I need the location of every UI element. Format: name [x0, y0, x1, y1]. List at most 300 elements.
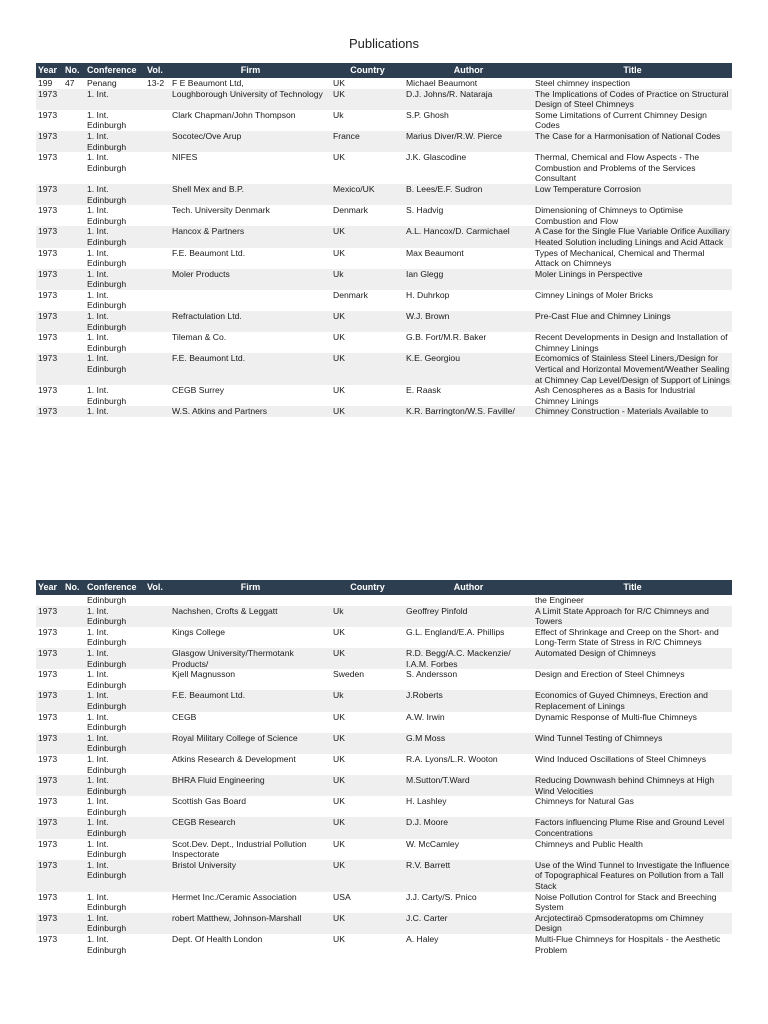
column-header-title: Title — [533, 63, 732, 78]
cell-vol — [145, 934, 170, 955]
table-row — [36, 152, 732, 184]
cell-year: 1973 — [38, 669, 58, 680]
cell-vol — [145, 226, 170, 247]
cell-firm: Socotec/Ove Arup — [170, 131, 331, 152]
cell-author: J.Roberts — [404, 690, 533, 711]
cell-author: R.A. Lyons/L.R. Wooton — [406, 753, 498, 764]
cell-no — [63, 89, 85, 110]
cell-author: R.V. Barrett — [404, 860, 533, 892]
table-row — [36, 733, 732, 754]
cell-author: H. Duhrkop — [406, 289, 450, 300]
cell-title: Design and Erection of Steel Chimneys — [535, 669, 685, 680]
cell-vol — [145, 353, 170, 385]
cell-firm: Kings College — [172, 626, 226, 637]
cell-author: Max Beaumont — [406, 247, 464, 258]
cell-country: Uk — [333, 109, 344, 120]
cell-conference: Edinburgh — [87, 595, 127, 605]
cell-author: K.E. Georgiou — [404, 353, 533, 385]
cell-vol — [145, 817, 170, 838]
cell-country: UK — [333, 385, 345, 396]
cell-firm: Clark Chapman/John Thompson — [172, 109, 296, 120]
column-header-conference: Conference — [85, 580, 145, 595]
cell-conference: 1. Int. Edinburgh — [87, 669, 127, 690]
column-header-country: Country — [331, 580, 404, 595]
table-row — [36, 934, 732, 955]
cell-author: Michael Beaumont — [406, 78, 478, 88]
cell-vol — [145, 152, 170, 184]
cell-no — [63, 110, 85, 131]
cell-country: UK — [333, 838, 345, 849]
cell-year: 1973 — [38, 332, 58, 343]
table-row — [36, 226, 732, 247]
cell-country: Sweden — [333, 669, 365, 680]
cell-firm: CEGB Surrey — [172, 385, 225, 396]
table-row — [36, 332, 732, 353]
cell-country: UK — [331, 648, 404, 669]
cell-no — [63, 332, 85, 353]
cell-year: 1973 — [36, 269, 63, 290]
table-row — [36, 627, 732, 648]
cell-author: Marius Diver/R.W. Pierce — [404, 131, 533, 152]
cell-conference: 1. Int. Edinburgh — [85, 690, 145, 711]
cell-firm: F.E. Beaumont Ltd. — [170, 690, 331, 711]
cell-country: UK — [331, 353, 404, 385]
cell-year: 1973 — [38, 934, 58, 944]
table-row — [36, 78, 732, 89]
cell-author: A.L. Hancox/D. Carmichael — [404, 226, 533, 247]
table-row — [36, 817, 732, 838]
table-header-row — [36, 580, 732, 595]
cell-year: 1973 — [36, 311, 63, 332]
cell-vol — [145, 184, 170, 205]
cell-country: UK — [331, 406, 404, 417]
cell-author: J.C. Carter — [404, 913, 533, 934]
table-header-row — [36, 63, 732, 78]
cell-conference: 1. Int. Edinburgh — [87, 247, 127, 269]
cell-no — [63, 775, 85, 796]
cell-conference: 1. Int. Edinburgh — [87, 332, 127, 353]
column-header-vol: Vol. — [145, 580, 170, 595]
cell-author: D.J. Johns/R. Nataraja — [404, 89, 533, 110]
cell-vol — [145, 89, 170, 110]
cell-no — [63, 595, 85, 606]
column-header-year: Year — [36, 580, 63, 595]
cell-firm: Refractulation Ltd. — [170, 311, 331, 332]
cell-no — [63, 290, 85, 311]
cell-title: Chimney Construction - Materials Available to — [533, 406, 732, 417]
cell-no — [63, 934, 85, 955]
cell-vol — [145, 406, 170, 417]
cell-vol — [145, 131, 170, 152]
cell-country: UK — [333, 934, 345, 944]
cell-conference: 1. Int. Edinburgh — [85, 913, 145, 934]
cell-year: 1973 — [38, 711, 58, 722]
table-row — [36, 131, 732, 152]
cell-vol — [145, 110, 170, 131]
cell-firm — [170, 290, 331, 311]
cell-title: Cimney Linings of Moler Bricks — [535, 289, 653, 300]
cell-conference: 1. Int. Edinburgh — [87, 152, 127, 173]
cell-author: S.P. Ghosh — [406, 109, 449, 120]
cell-author: G.M Moss — [404, 733, 533, 754]
cell-conference: 1. Int. — [85, 406, 145, 417]
cell-year: 1973 — [36, 648, 63, 669]
cell-conference: 1. Int. Edinburgh — [87, 753, 127, 775]
cell-country: UK — [333, 332, 345, 343]
cell-firm: F.E. Beaumont Ltd. — [170, 353, 331, 385]
cell-year: 1973 — [38, 796, 58, 807]
cell-year: 1973 — [38, 109, 58, 120]
cell-firm: Hancox & Partners — [170, 226, 331, 247]
cell-conference: 1. Int. — [85, 89, 145, 110]
cell-country: UK — [333, 796, 345, 807]
cell-country: UK — [331, 913, 404, 934]
cell-country: Uk — [331, 606, 404, 627]
cell-conference: 1. Int. Edinburgh — [85, 131, 145, 152]
cell-conference: 1. Int. Edinburgh — [87, 289, 127, 311]
cell-vol — [145, 627, 170, 648]
cell-author: S. Hadvig — [406, 205, 444, 216]
cell-author: B. Lees/E.F. Sudron — [404, 184, 533, 205]
column-header-author: Author — [404, 580, 533, 595]
cell-no — [63, 205, 85, 226]
cell-year — [36, 595, 63, 606]
cell-year: 1973 — [36, 226, 63, 247]
cell-year: 1973 — [38, 753, 58, 764]
cell-country: UK — [331, 817, 404, 838]
table-row — [36, 311, 732, 332]
cell-no — [63, 226, 85, 247]
cell-country: UK — [331, 89, 404, 110]
cell-firm: F.E. Beaumont Ltd. — [172, 247, 246, 258]
cell-year: 1973 — [38, 626, 58, 637]
table-body-1 — [36, 78, 732, 417]
cell-title: A Limit State Approach for R/C Chimneys and Towers — [533, 606, 732, 627]
cell-vol — [145, 669, 170, 690]
cell-year: 1973 — [36, 353, 63, 385]
cell-title: Pre-Cast Flue and Chimney Linings — [533, 311, 732, 332]
column-header-country: Country — [331, 63, 404, 78]
cell-firm: Nachshen, Crofts & Leggatt — [170, 606, 331, 627]
cell-country: Denmark — [333, 205, 368, 216]
cell-author: R.D. Begg/A.C. Mackenzie/ I.A.M. Forbes — [404, 648, 533, 669]
cell-firm — [170, 595, 331, 606]
column-header-author: Author — [404, 63, 533, 78]
cell-conference: 1. Int. Edinburgh — [87, 711, 127, 733]
cell-year: 1973 — [36, 690, 63, 711]
cell-title: Dynamic Response of Multi-flue Chimneys — [535, 711, 697, 722]
cell-year: 1973 — [38, 152, 58, 163]
cell-author: J.J. Carty/S. Pnico — [406, 891, 477, 902]
table-row — [36, 606, 732, 627]
cell-vol — [145, 860, 170, 892]
cell-conference: 1. Int. Edinburgh — [85, 226, 145, 247]
cell-author: W.J. Brown — [404, 311, 533, 332]
cell-firm: Scottish Gas Board — [172, 796, 247, 807]
column-header-firm: Firm — [170, 63, 331, 78]
table-row — [36, 248, 732, 269]
cell-author: A. Haley — [406, 934, 439, 944]
cell-vol — [145, 892, 170, 913]
cell-country: UK — [331, 733, 404, 754]
table-row — [36, 839, 732, 860]
table-row — [36, 690, 732, 711]
cell-year: 1973 — [36, 913, 63, 934]
cell-country: USA — [333, 891, 351, 902]
cell-conference: 1. Int. Edinburgh — [85, 648, 145, 669]
cell-vol: 13-2 — [147, 78, 165, 88]
column-header-no: No. — [63, 580, 85, 595]
cell-author: M.Sutton/T.Ward — [404, 775, 533, 796]
cell-vol — [145, 690, 170, 711]
cell-vol — [145, 913, 170, 934]
cell-vol — [145, 332, 170, 353]
cell-vol — [145, 606, 170, 627]
column-header-firm: Firm — [170, 580, 331, 595]
cell-title: Steel chimney inspection — [535, 78, 631, 88]
cell-firm: F E Beaumont Ltd, — [172, 78, 244, 88]
cell-title: The Case for a Harmonisation of National Codes — [533, 131, 732, 152]
cell-conference: 1. Int. Edinburgh — [85, 184, 145, 205]
cell-country: UK — [333, 152, 345, 163]
cell-conference: 1. Int. Edinburgh — [85, 860, 145, 892]
table-row — [36, 913, 732, 934]
table-row — [36, 385, 732, 406]
cell-title: Ash Cenospheres as a Basis for Industrial Chimney Linings — [535, 385, 696, 406]
cell-no — [63, 754, 85, 775]
cell-author: D.J. Moore — [404, 817, 533, 838]
cell-firm: Glasgow University/Thermotank Products/ — [170, 648, 331, 669]
cell-firm: Shell Mex and B.P. — [170, 184, 331, 205]
cell-no — [63, 892, 85, 913]
publications-table-2 — [36, 580, 732, 955]
cell-no — [63, 648, 85, 669]
cell-title: Reducing Downwash behind Chimneys at High Wind Velocities — [533, 775, 732, 796]
cell-conference: 1. Int. Edinburgh — [85, 269, 145, 290]
cell-no — [63, 690, 85, 711]
cell-vol — [145, 595, 170, 606]
cell-conference: 1. Int. Edinburgh — [85, 775, 145, 796]
cell-author: G.L. England/E.A. Phillips — [406, 626, 505, 637]
column-header-title: Title — [533, 580, 732, 595]
cell-title: Thermal, Chemical and Flow Aspects - The Combustion and Problems of the Services Consultant — [535, 152, 700, 184]
cell-conference: 1. Int. Edinburgh — [87, 934, 127, 955]
table-row — [36, 775, 732, 796]
cell-conference: 1. Int. Edinburgh — [87, 891, 127, 913]
cell-country: Denmark — [333, 289, 368, 300]
publications-table-1 — [36, 63, 732, 417]
cell-no — [63, 913, 85, 934]
cell-firm: Royal Military College of Science — [170, 733, 331, 754]
cell-country — [331, 595, 404, 606]
cell-firm: CEGB Research — [170, 817, 331, 838]
cell-year: 1973 — [36, 131, 63, 152]
cell-title: Some Limitations of Current Chimney Design Codes — [535, 109, 707, 131]
cell-no — [63, 627, 85, 648]
cell-conference: 1. Int. Edinburgh — [87, 626, 127, 648]
cell-no — [63, 184, 85, 205]
table-row — [36, 205, 732, 226]
cell-no — [63, 385, 85, 406]
cell-year: 1973 — [36, 860, 63, 892]
cell-country: Uk — [331, 690, 404, 711]
cell-title: A Case for the Single Flue Variable Orifice Auxiliary Heated Solution including Linings and Acid Attack — [533, 226, 732, 247]
cell-title: Wind Tunnel Testing of Chimneys — [533, 733, 732, 754]
cell-firm: Bristol University — [170, 860, 331, 892]
cell-title: Noise Pollution Control for Stack and Breeching System — [535, 891, 717, 913]
cell-author: G.B. Fort/M.R. Baker — [406, 332, 487, 343]
cell-year: 1973 — [36, 817, 63, 838]
cell-firm: Tech. University Denmark — [172, 205, 270, 216]
cell-no — [63, 733, 85, 754]
cell-author: E. Raask — [406, 385, 441, 396]
cell-firm: BHRA Fluid Engineering — [170, 775, 331, 796]
cell-country: UK — [333, 753, 345, 764]
cell-no — [63, 606, 85, 627]
cell-no — [63, 269, 85, 290]
cell-year: 1973 — [36, 733, 63, 754]
cell-country: UK — [333, 78, 345, 88]
column-header-year: Year — [36, 63, 63, 78]
table-row — [36, 595, 732, 606]
cell-no — [63, 839, 85, 860]
cell-author — [404, 595, 533, 606]
cell-author: Ian Glegg — [404, 269, 533, 290]
cell-firm: Dept. Of Health London — [172, 934, 263, 944]
cell-no: 47 — [65, 78, 75, 88]
cell-conference: 1. Int. Edinburgh — [85, 817, 145, 838]
cell-firm: robert Matthew, Johnson-Marshall — [170, 913, 331, 934]
table-row — [36, 669, 732, 690]
cell-author: J.K. Glascodine — [406, 152, 467, 163]
cell-year: 1973 — [36, 406, 63, 417]
cell-firm: Loughborough University of Technology — [170, 89, 331, 110]
table-row — [36, 754, 732, 775]
table-row — [36, 648, 732, 669]
table-row — [36, 269, 732, 290]
cell-firm: Tileman & Co. — [172, 332, 227, 343]
cell-firm: CEGB — [172, 711, 197, 722]
cell-year: 1973 — [36, 606, 63, 627]
cell-vol — [145, 754, 170, 775]
cell-firm: Moler Products — [170, 269, 331, 290]
cell-year: 1973 — [36, 184, 63, 205]
cell-title: Arcjotectiraö Cpmsoderatopms om Chimney Design — [533, 913, 732, 934]
cell-author: W. McCamley — [406, 838, 459, 849]
cell-country: UK — [333, 711, 345, 722]
cell-no — [63, 311, 85, 332]
cell-title: the Engineer — [535, 595, 584, 605]
table-row — [36, 860, 732, 892]
cell-vol — [145, 775, 170, 796]
page-title: Publications — [348, 36, 420, 51]
cell-vol — [145, 205, 170, 226]
table-row — [36, 712, 732, 733]
cell-conference: 1. Int. Edinburgh — [87, 109, 127, 131]
cell-title: Automated Design of Chimneys — [533, 648, 732, 669]
cell-title: Moler Linings in Perspective — [533, 269, 732, 290]
cell-country: UK — [331, 860, 404, 892]
cell-firm: NIFES — [172, 152, 198, 163]
cell-year: 1973 — [38, 385, 58, 396]
cell-no — [63, 860, 85, 892]
column-header-vol: Vol. — [145, 63, 170, 78]
cell-conference: Penang — [87, 78, 117, 88]
table-row — [36, 110, 732, 131]
cell-no — [63, 131, 85, 152]
cell-title: Chimneys for Natural Gas — [535, 796, 634, 807]
cell-country: Mexico/UK — [331, 184, 404, 205]
cell-title: Factors influencing Plume Rise and Ground Level Concentrations — [533, 817, 732, 838]
cell-author: A.W. Irwin — [406, 711, 445, 722]
cell-vol — [145, 733, 170, 754]
cell-conference: 1. Int. Edinburgh — [87, 205, 127, 226]
cell-title: The Implications of Codes of Practice on Structural Design of Steel Chimneys — [533, 89, 732, 110]
column-header-no: No. — [63, 63, 85, 78]
cell-year: 1973 — [38, 247, 58, 258]
cell-year: 1973 — [38, 891, 58, 902]
cell-conference: 1. Int. Edinburgh — [85, 311, 145, 332]
cell-title: Types of Mechanical, Chemical and Thermal Attack on Chimneys — [535, 247, 705, 269]
cell-conference: 1. Int. Edinburgh — [87, 838, 127, 860]
cell-no — [63, 796, 85, 817]
column-header-conference: Conference — [85, 63, 145, 78]
cell-country: UK — [331, 775, 404, 796]
cell-author: S. Andersson — [406, 669, 458, 680]
cell-vol — [145, 269, 170, 290]
cell-conference: 1. Int. Edinburgh — [85, 733, 145, 754]
cell-year: 1973 — [38, 289, 58, 300]
cell-no — [63, 353, 85, 385]
cell-firm: Kjell Magnusson — [172, 669, 236, 680]
cell-title: Use of the Wind Tunnel to Investigate the Influence of Topographical Features on Pollution from a Tall Stack — [533, 860, 732, 892]
cell-firm: Hermet Inc./Ceramic Association — [172, 891, 297, 902]
table-row — [36, 796, 732, 817]
cell-conference: 1. Int. Edinburgh — [85, 606, 145, 627]
cell-firm: W.S. Atkins and Partners — [170, 406, 331, 417]
cell-conference: 1. Int. Edinburgh — [87, 796, 127, 817]
cell-country: UK — [331, 226, 404, 247]
cell-year: 199 — [38, 78, 53, 88]
cell-country: UK — [333, 626, 345, 637]
cell-vol — [145, 248, 170, 269]
cell-title: Multi-Flue Chimneys for Hospitals - the Aesthetic Problem — [535, 934, 721, 955]
cell-title: Effect of Shrinkage and Creep on the Short- and Long-Term State of Stress in R/C Chimneys — [535, 626, 719, 648]
cell-title: Ecomomics of Stainless Steel Liners,/Design for Vertical and Horizontal Movement/Weather Sealing at Chimney Cap Level/Design of Support of Linings — [533, 353, 732, 385]
cell-title: Wind Induced Oscillations of Steel Chimneys — [535, 753, 706, 764]
cell-conference: 1. Int. Edinburgh — [87, 385, 127, 406]
table-body-2 — [36, 595, 732, 955]
cell-no — [63, 248, 85, 269]
cell-country: UK — [333, 247, 345, 258]
cell-no — [63, 669, 85, 690]
cell-author: K.R. Barrington/W.S. Faville/ — [404, 406, 533, 417]
cell-no — [63, 406, 85, 417]
cell-country: UK — [331, 311, 404, 332]
cell-vol — [145, 839, 170, 860]
cell-vol — [145, 796, 170, 817]
cell-no — [63, 817, 85, 838]
table-row — [36, 89, 732, 110]
cell-no — [63, 712, 85, 733]
cell-title: Dimensioning of Chimneys to Optimise Combustion and Flow — [535, 205, 684, 226]
cell-country: France — [331, 131, 404, 152]
cell-vol — [145, 712, 170, 733]
cell-year: 1973 — [36, 775, 63, 796]
cell-author: H. Lashley — [406, 796, 447, 807]
cell-firm: Scot.Dev. Dept., Industrial Pollution Inspectorate — [172, 838, 307, 860]
cell-vol — [145, 385, 170, 406]
